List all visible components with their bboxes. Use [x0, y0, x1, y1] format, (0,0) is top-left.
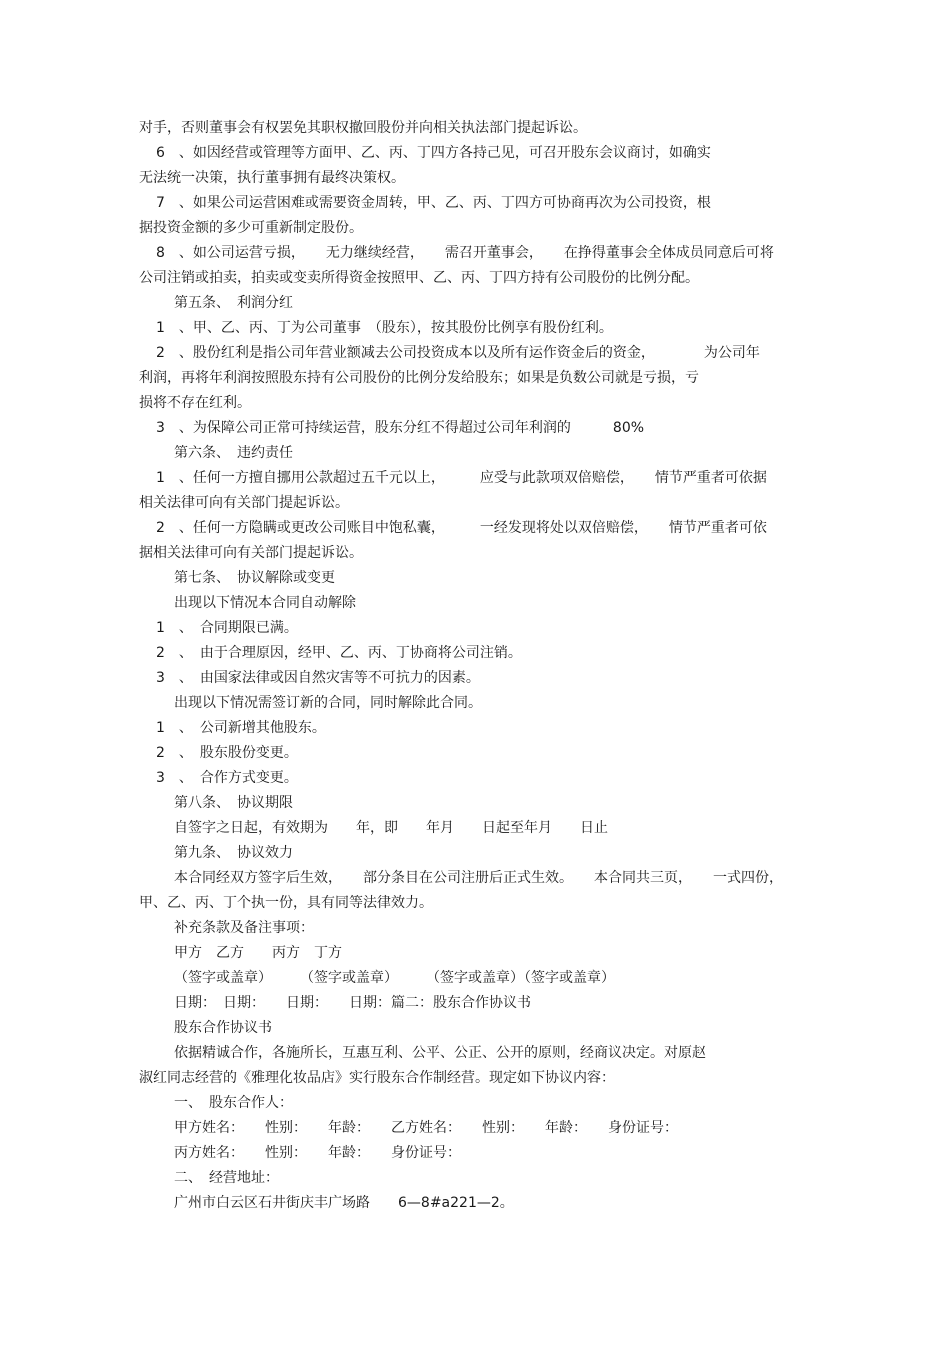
text-line: 对手，否则董事会有权罢免其职权撤回股份并向相关执法部门提起诉讼。 — [139, 120, 587, 136]
text-line: 2 、 由于合理原因，经甲、乙、丙、丁协商将公司注销。 — [156, 645, 522, 661]
text-line: 丙方姓名： 性别： 年龄： 身份证号： — [174, 1145, 461, 1161]
address-line: 广州市白云区石井街庆丰广场路 6—8#a221—2。 — [174, 1195, 514, 1211]
text-line: 自签字之日起，有效期为 年，即 年月 日起至年月 日止 — [174, 820, 608, 836]
section-heading: 第六条、 违约责任 — [174, 445, 293, 461]
section-heading: 第七条、 协议解除或变更 — [174, 570, 335, 586]
signature-lines: （签字或盖章） （签字或盖章） （签字或盖章）（签字或盖章） — [174, 970, 615, 986]
text-line: 依据精诚合作，各施所长，互惠互利、公平、公正、公开的原则，经商议决定。对原赵 — [174, 1045, 706, 1061]
text-line: 补充条款及备注事项： — [174, 920, 314, 936]
text-line: 1 、 公司新增其他股东。 — [156, 720, 326, 736]
text-line: 1 、甲、乙、丙、丁为公司董事 （股东），按其股份比例享有股份红利。 — [156, 320, 613, 336]
text-line: 3 、 合作方式变更。 — [156, 770, 298, 786]
text-line: 1 、任何一方擅自挪用公款超过五千元以上， 应受与此款项双倍赔偿， 情节严重者可依据 — [156, 470, 767, 486]
text-line: 本合同经双方签字后生效， 部分条目在公司注册后正式生效。 本合同共三页， 一式四份， — [174, 870, 783, 886]
date-lines: 日期： 日期： 日期： 日期：篇二：股东合作协议书 — [174, 995, 531, 1011]
text-line: 7 、如果公司运营困难或需要资金周转，甲、乙、丙、丁四方可协商再次为公司投资，根 — [156, 195, 711, 211]
document-title: 股东合作协议书 — [174, 1020, 272, 1036]
text-line: 据投资金额的多少可重新制定股份。 — [139, 220, 363, 236]
text-line: 甲、乙、丙、丁个执一份，具有同等法律效力。 — [139, 895, 433, 911]
text-line: 公司注销或拍卖，拍卖或变卖所得资金按照甲、乙、丙、丁四方持有公司股份的比例分配。 — [139, 270, 699, 286]
text-line: 损将不存在红利。 — [139, 395, 251, 411]
text-line: 淑红同志经营的《雅理化妆品店》实行股东合作制经营。现定如下协议内容： — [139, 1070, 615, 1086]
section-heading: 一、 股东合作人： — [174, 1095, 293, 1111]
text-line: 出现以下情况需签订新的合同，同时解除此合同。 — [174, 695, 482, 711]
text-line: 甲方姓名： 性别： 年龄： 乙方姓名： 性别： 年龄： 身份证号： — [174, 1120, 678, 1136]
text-line: 出现以下情况本合同自动解除 — [174, 595, 356, 611]
text-line: 2 、 股东股份变更。 — [156, 745, 298, 761]
signature-parties: 甲方 乙方 丙方 丁方 — [174, 945, 342, 961]
text-line: 6 、如因经营或管理等方面甲、乙、丙、丁四方各持己见，可召开股东会议商讨，如确实 — [156, 145, 711, 161]
text-line: 8 、如公司运营亏损， 无力继续经营， 需召开董事会， 在挣得董事会全体成员同意后可将 — [156, 245, 774, 261]
text-line: 无法统一决策，执行董事拥有最终决策权。 — [139, 170, 405, 186]
text-line: 据相关法律可向有关部门提起诉讼。 — [139, 545, 363, 561]
text-line: 2 、股份红利是指公司年营业额减去公司投资成本以及所有运作资金后的资金， 为公司年 — [156, 345, 760, 361]
text-line: 2 、任何一方隐瞒或更改公司账目中饱私囊， 一经发现将处以双倍赔偿， 情节严重者可依 — [156, 520, 767, 536]
text-line: 利润，再将年利润按照股东持有公司股份的比例分发给股东；如果是负数公司就是亏损，亏 — [139, 370, 699, 386]
text-line: 1 、 合同期限已满。 — [156, 620, 298, 636]
section-heading: 二、 经营地址： — [174, 1170, 279, 1186]
text-line: 3 、 由国家法律或因自然灾害等不可抗力的因素。 — [156, 670, 480, 686]
section-heading: 第五条、 利润分红 — [174, 295, 293, 311]
text-line: 3 、为保障公司正常可持续运营，股东分红不得超过公司年利润的 80% — [156, 420, 645, 436]
section-heading: 第九条、 协议效力 — [174, 845, 293, 861]
text-line: 相关法律可向有关部门提起诉讼。 — [139, 495, 349, 511]
section-heading: 第八条、 协议期限 — [174, 795, 293, 811]
